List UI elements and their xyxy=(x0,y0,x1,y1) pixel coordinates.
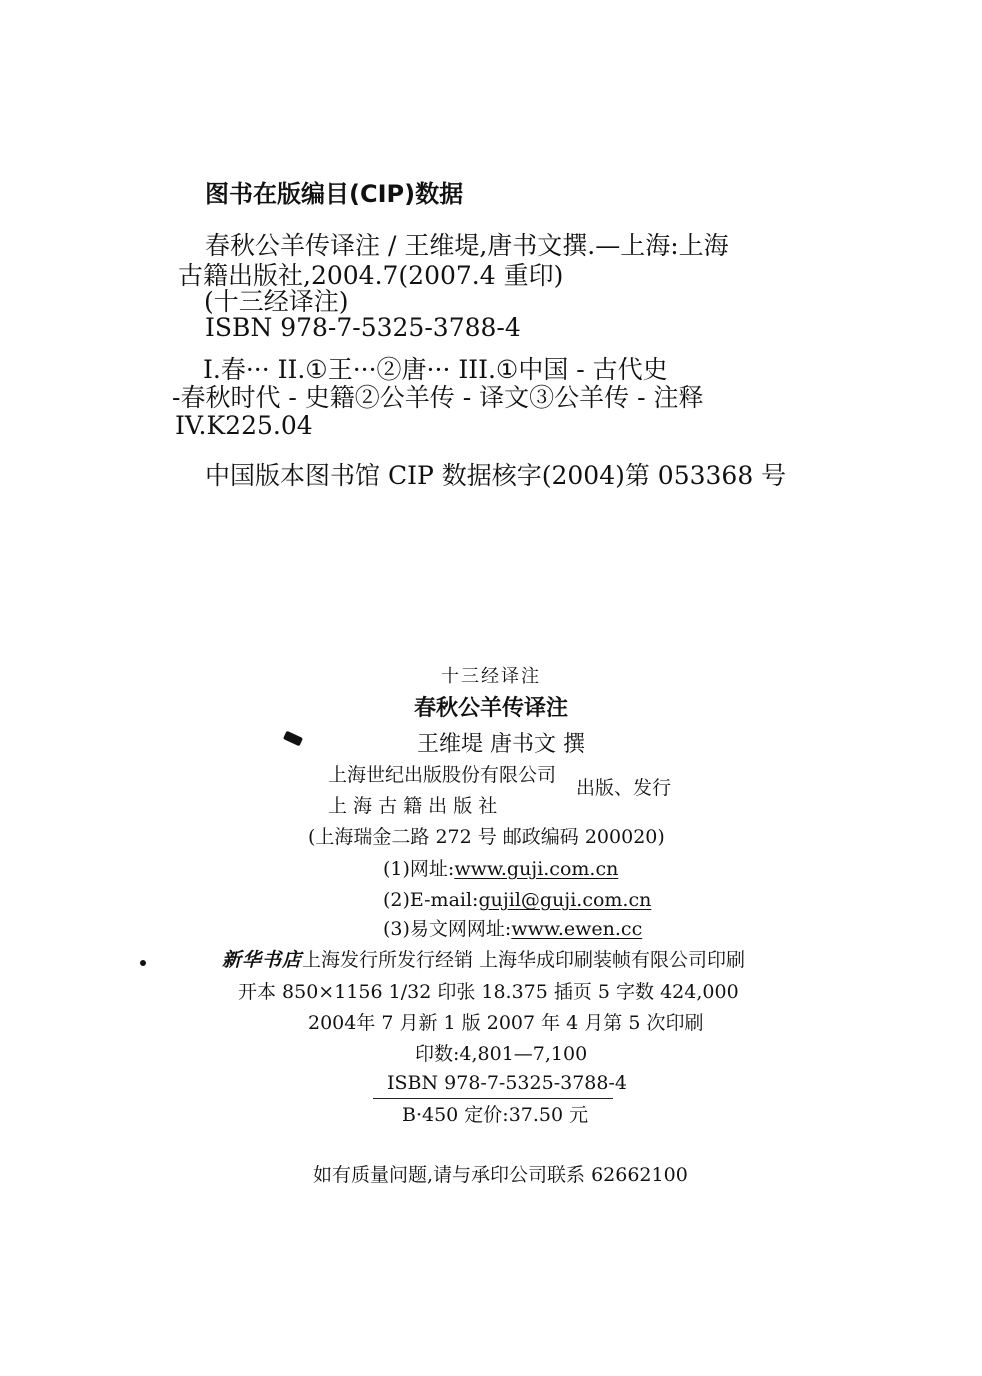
email-label: (2)E-mail: xyxy=(383,889,479,911)
cip-line-1: 春秋公羊传译注 / 王维堤,唐书文撰.—上海:上海 xyxy=(205,231,729,260)
isbn-rule xyxy=(373,1098,613,1099)
website-link[interactable]: www.guji.com.cn xyxy=(454,858,619,880)
imprint-isbn: ISBN 978-7-5325-3788-4 xyxy=(387,1072,627,1094)
cip-class-line-3: IV.K225.04 xyxy=(175,411,313,440)
book-specs: 开本 850×1156 1/32 印张 18.375 插页 5 字数 424,000 xyxy=(238,981,739,1003)
edition-info: 2004年 7 月新 1 版 2007 年 4 月第 5 次印刷 xyxy=(308,1012,704,1034)
distribution-line xyxy=(222,951,745,970)
cip-line-2: 古籍出版社,2004.7(2007.4 重印) xyxy=(178,261,564,290)
book-title: 春秋公羊传译注 xyxy=(413,696,568,721)
cip-record-number: 中国版本图书馆 CIP 数据核字(2004)第 053368 号 xyxy=(205,461,787,490)
ewen-link[interactable]: www.ewen.cc xyxy=(511,918,643,940)
cip-class-line-2: -春秋时代 - 史籍②公羊传 - 译文③公羊传 - 注释 xyxy=(172,383,704,412)
publisher-press: 上 海 古 籍 出 版 社 xyxy=(328,795,498,817)
website-line xyxy=(383,860,618,879)
cip-class-line-1: I.春··· II.①王···②唐··· III.①中国 - 古代史 xyxy=(203,355,668,384)
ewen-line xyxy=(383,920,642,939)
publisher-company: 上海世纪出版股份有限公司 xyxy=(328,764,557,786)
email-line xyxy=(383,891,651,910)
ink-dot xyxy=(140,960,146,966)
website-label: (1)网址: xyxy=(383,858,455,880)
series-name: 十三经译注 xyxy=(441,666,541,687)
distribution-text: 上海发行所发行经销 上海华成印刷装帧有限公司印刷 xyxy=(302,949,746,971)
cip-line-3: (十三经译注) xyxy=(204,287,349,316)
quality-contact: 如有质量问题,请与承印公司联系 62662100 xyxy=(313,1164,688,1186)
authors: 王维堤 唐书文 撰 xyxy=(417,732,585,757)
cip-heading: 图书在版编目(CIP)数据 xyxy=(205,180,464,208)
price: B·450 定价:37.50 元 xyxy=(402,1104,589,1126)
xinhua-bookstore-logo: 新华书店 xyxy=(222,949,303,971)
publish-role: 出版、发行 xyxy=(576,777,672,799)
print-count: 印数:4,801—7,100 xyxy=(415,1043,588,1065)
ewen-label: (3)易文网网址: xyxy=(383,918,512,940)
publisher-address: (上海瑞金二路 272 号 邮政编码 200020) xyxy=(308,826,665,848)
cip-isbn: ISBN 978-7-5325-3788-4 xyxy=(205,313,521,342)
email-link[interactable]: gujil@guji.com.cn xyxy=(478,889,652,911)
